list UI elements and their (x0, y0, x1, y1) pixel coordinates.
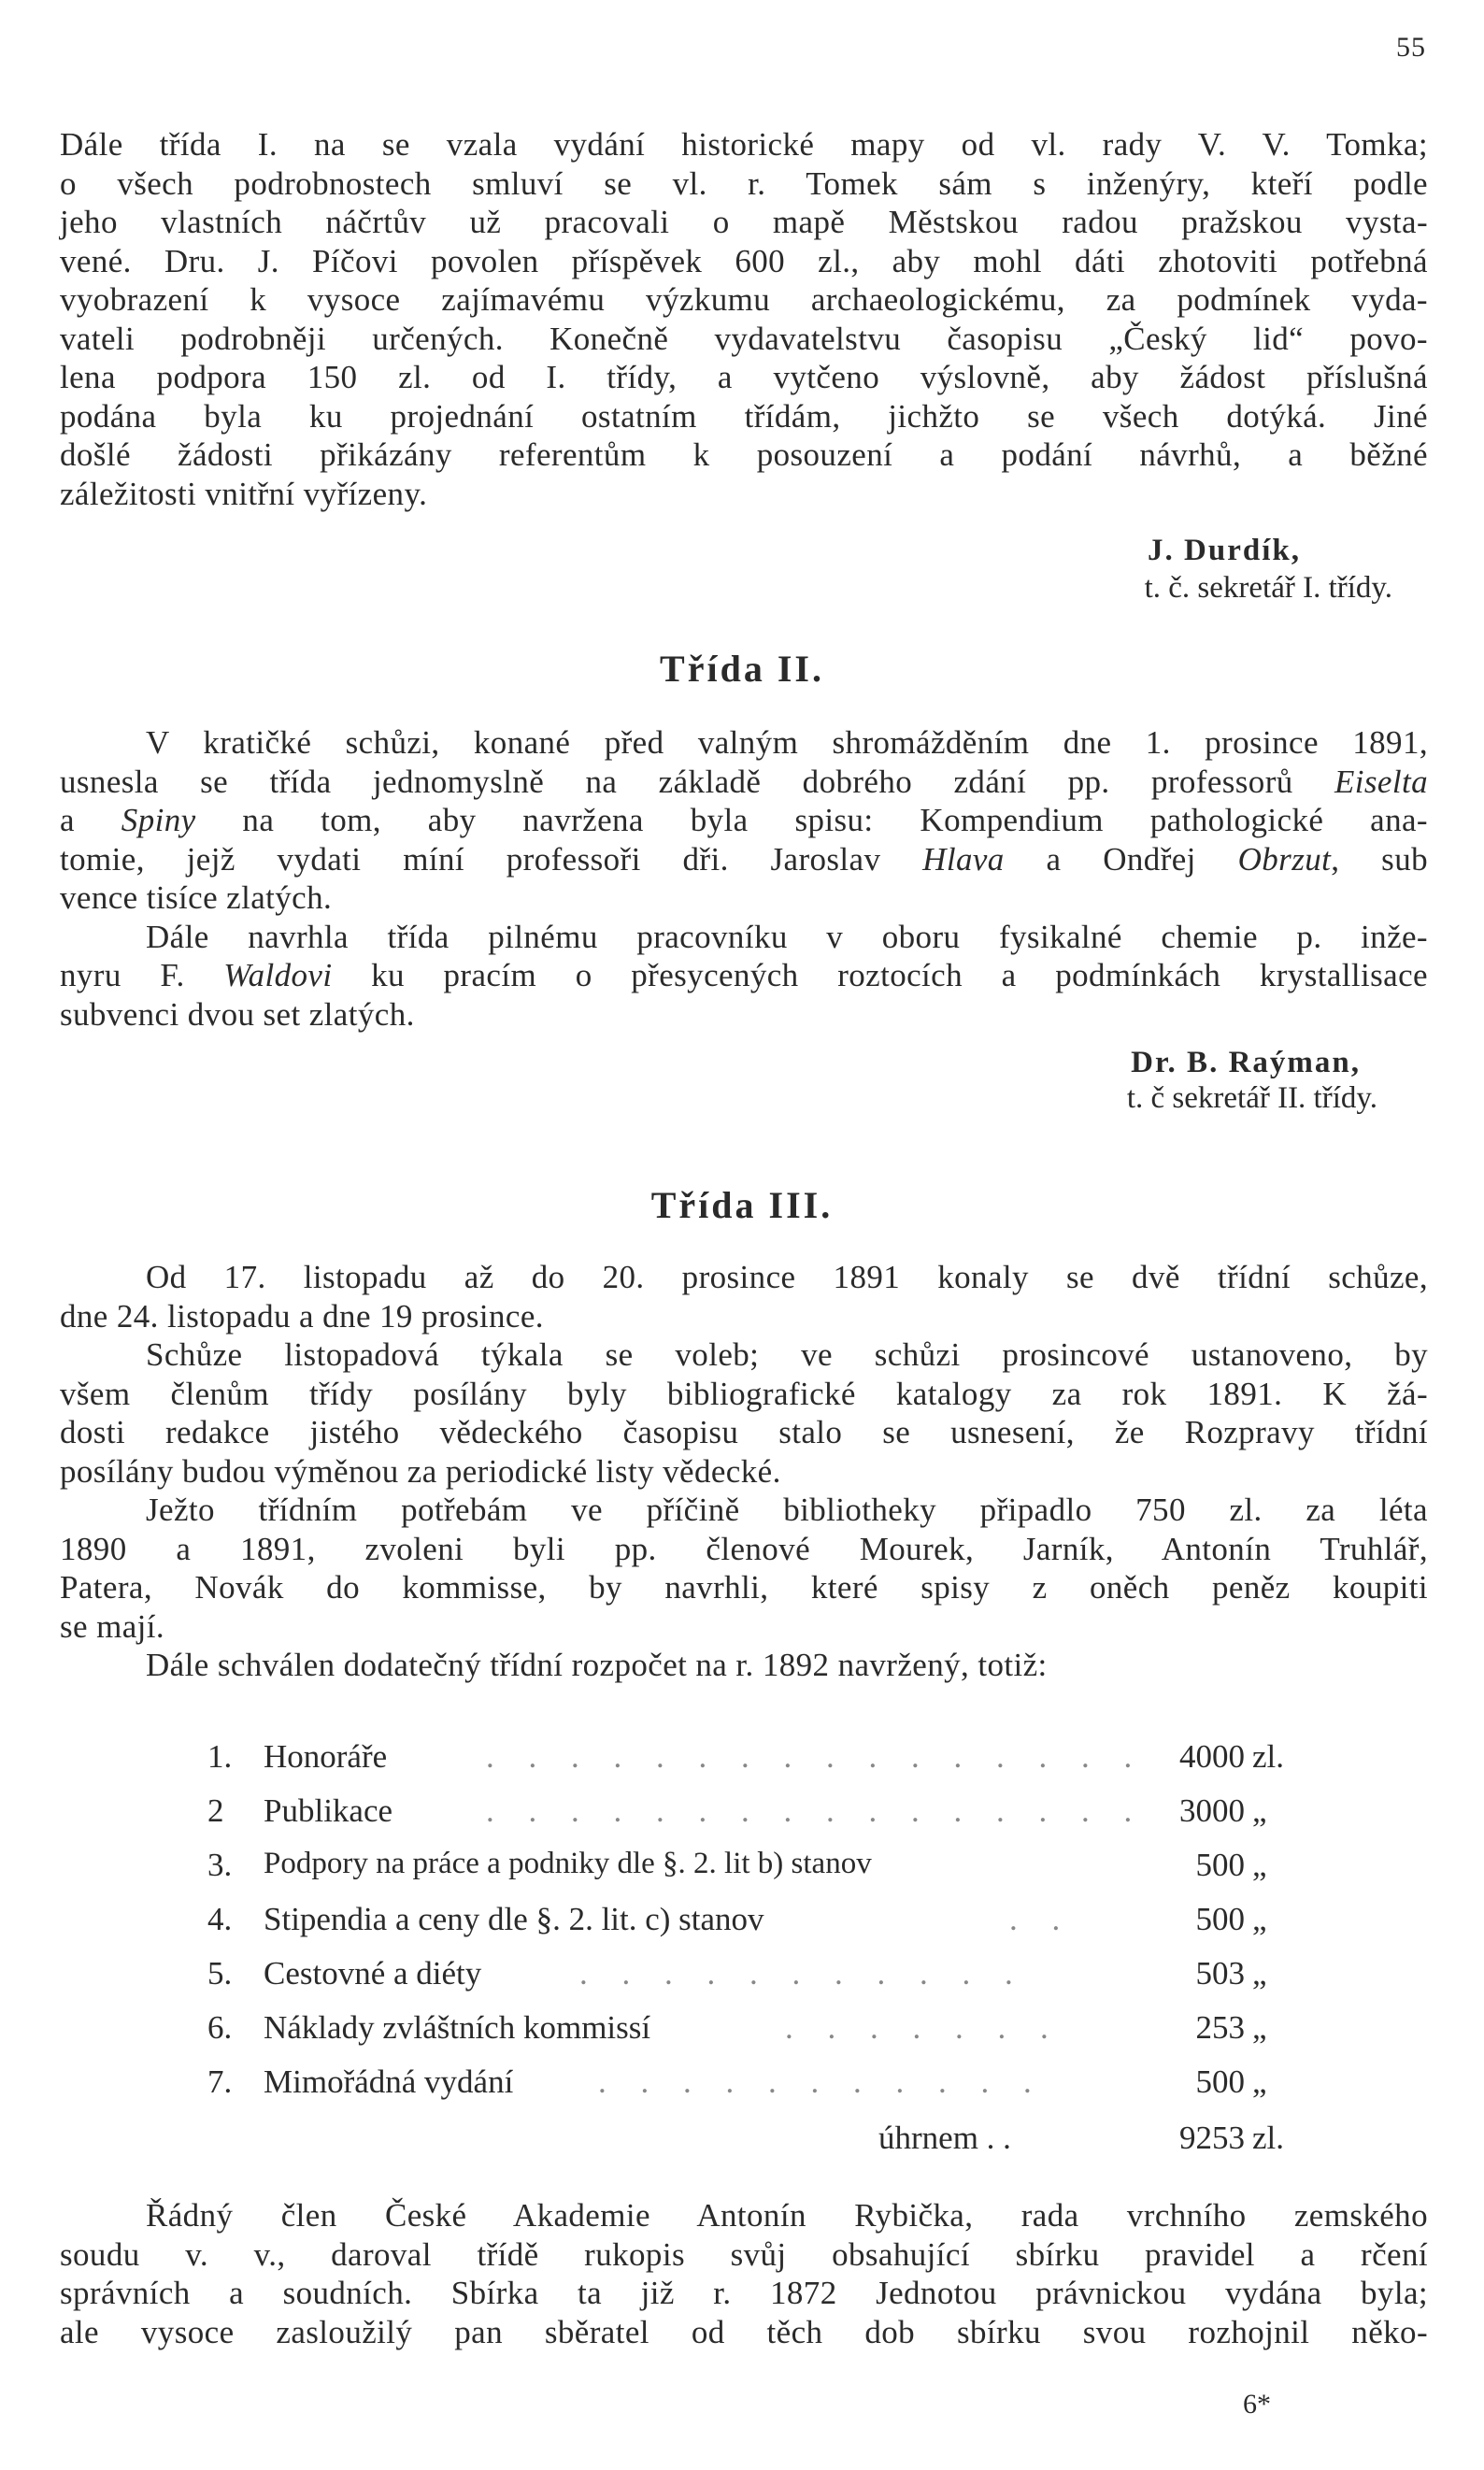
budget-label: Náklady zvláštních kommissí (264, 2009, 651, 2046)
name-eiselt: Eiselta (1334, 763, 1428, 800)
class3-paragraph (60, 1258, 1428, 1685)
text-line: tomie, jejž vydati míní professoři dři. Jaroslav Hlava a Ondřej Obrzut, sub (60, 840, 1428, 878)
budget-label: Cestovné a diéty (264, 1955, 482, 1992)
text-line: Od 17. listopadu až do 20. prosince 1891 konaly se dvě třídní schůze, (146, 1259, 1428, 1295)
text-line: všem členům třídy posílány byly bibliografické katalogy za rok 1891. K žá- (60, 1375, 1428, 1412)
budget-num: 3. (207, 1847, 233, 1883)
text-line: vateli podrobněji určených. Konečně vydavatelstvu časopisu „Český lid“ povo- (60, 320, 1428, 357)
budget-unit: „ (1252, 1792, 1267, 1829)
class2-signature-title (1127, 1080, 1377, 1116)
text-line: usnesla se třída jednomyslně na základě dobrého zdání pp. professorů Eiselta (60, 763, 1428, 800)
text-line: došlé žádosti přikázány referentům k posouzení a podání návrhů, a běžné (60, 436, 1428, 473)
class1-signature-title (1145, 570, 1392, 606)
budget-amount: 500 (1195, 1847, 1245, 1883)
name-hlava: Hlava (922, 840, 1005, 878)
text-line: a Spiny na tom, aby navržena byla spisu: Kompendium pathologické ana- (60, 802, 1428, 838)
signature-title: t. č sekretář II. třídy. (1126, 1081, 1377, 1115)
signature-mark: 6* (1243, 2389, 1271, 2420)
text-line: Dále třída I. na se vzala vydání historické mapy od vl. rady V. V. Tomka; (60, 126, 1428, 163)
text-line: Dále schválen dodatečný třídní rozpočet na r. 1892 navržený, totiž: (146, 1647, 1048, 1683)
budget-label: Publikace (264, 1792, 393, 1829)
budget-dots: . . . . . . . . . . . . . . . . (486, 1792, 1146, 1829)
text-line: dosti redakce jistého vědeckého časopisu stalo se usnesení, že Rozpravy třídní (60, 1414, 1428, 1450)
text-line: Dále navrhla třída pilnému pracovníku v oboru fysikalné chemie p. inže- (146, 918, 1428, 955)
budget-label: Mimořádná vydání (264, 2063, 514, 2100)
text-line: 1890 a 1891, zvoleni byli pp. členové Mourek, Jarník, Antonín Truhlář, (60, 1530, 1428, 1567)
text-line: ale vysoce zasloužilý pan sběratel od těch dob sbírku svou rozhojnil něko- (60, 2313, 1428, 2350)
budget-label: Stipendia a ceny dle §. 2. lit. c) stanov (264, 1901, 764, 1937)
budget-unit: „ (1252, 1847, 1267, 1883)
budget-unit: „ (1252, 2063, 1267, 2100)
budget-total-label: úhrnem . . (878, 2120, 1011, 2156)
name-wald: Waldovi (223, 957, 333, 993)
text-line: vence tisíce zlatých. (60, 879, 333, 916)
text-line: Řádný člen České Akademie Antonín Rybička, rada vrchního zemského (146, 2197, 1428, 2234)
name-obrzut: Obrzut (1237, 840, 1332, 878)
text-line: soudu v. v., daroval třídě rukopis svůj obsahující sbírku pravidel a rčení (60, 2235, 1428, 2273)
budget-amount: 503 (1195, 1955, 1245, 1992)
signature-name: Dr. B. Raýman, (1131, 1046, 1361, 1079)
budget-num: 7. (207, 2063, 233, 2100)
signature-name: J. Durdík, (1148, 534, 1301, 567)
text-line: jeho vlastních náčrtův už pracovali o mapě Městskou radou pražskou vysta- (60, 204, 1428, 240)
budget-dots: . . . . . . . . . . . . . . . . (486, 1738, 1146, 1775)
page-number: 55 (1396, 32, 1426, 63)
text-line: V kratičké schůzi, konané před valným shromážděním dne 1. prosince 1891, (146, 724, 1428, 761)
text-line: nyru F. Waldovi ku pracím o přesycených roztocích a podmínkách krystallisace (60, 957, 1428, 993)
name-spina: Spiny (121, 802, 196, 838)
budget-dots: . . . . . . . . . . . (598, 2063, 1045, 2100)
text-line: subvenci dvou set zlatých. (60, 995, 415, 1033)
text-line: Ježto třídním potřebám ve příčině bibliotheky připadlo 750 zl. za léta (146, 1492, 1428, 1528)
budget-num: 5. (207, 1955, 233, 1992)
budget-unit: „ (1252, 2009, 1267, 2046)
text-line: Patera, Novák do kommisse, by navrhli, které spisy z oněch peněz koupiti (60, 1569, 1428, 1606)
signature-title: t. č. sekretář I. třídy. (1144, 571, 1392, 605)
text-line: správních a soudních. Sbírka ta již r. 1872 Jednotou právnickou vydána byla; (60, 2275, 1428, 2311)
class1-paragraph (60, 125, 1428, 513)
budget-amount: 500 (1195, 2063, 1245, 2100)
budget-unit: „ (1252, 1901, 1267, 1937)
text-line: posílány budou výměnou za periodické listy vědecké. (60, 1452, 781, 1490)
class1-signature (1148, 533, 1301, 568)
budget-num: 1. (207, 1738, 233, 1775)
budget-label: Podpory na práce a podniky dle §. 2. lit b) stanov (264, 1847, 872, 1880)
budget-dots: . . (1009, 1901, 1074, 1937)
budget-amount: 4000 (1179, 1738, 1245, 1775)
class2-heading: Třída II. (660, 648, 824, 690)
budget-total-amount: 9253 (1179, 2120, 1245, 2156)
budget-num: 2 (207, 1792, 224, 1829)
budget-num: 4. (207, 1901, 233, 1937)
text-line: Schůze listopadová týkala se voleb; ve schůzi prosincové ustanoveno, by (146, 1336, 1428, 1373)
budget-dots: . . . . . . . (785, 2009, 1062, 2046)
text-line: dne 24. listopadu a dne 19 prosince. (60, 1297, 544, 1335)
text-line: lena podpora 150 zl. od I. třídy, a vytčeno výslovně, aby žádost příslušná (60, 359, 1428, 395)
budget-num: 6. (207, 2009, 233, 2046)
budget-dots: . . . . . . . . . . . (579, 1955, 1026, 1992)
class3-final-paragraph (60, 2196, 1428, 2351)
budget-amount: 3000 (1179, 1792, 1245, 1829)
text-line: podána byla ku projednání ostatním třídám, jichžto se všech dotýká. Jiné (60, 397, 1428, 435)
budget-amount: 500 (1195, 1901, 1245, 1937)
budget-unit: zl. (1252, 1738, 1285, 1775)
budget-label: Honoráře (264, 1738, 388, 1775)
text-line: vyobrazení k vysoce zajímavému výzkumu archaeologickému, za podmínek vyda- (60, 281, 1428, 318)
text-line: vené. Dru. J. Píčovi povolen příspěvek 600 zl., aby mohl dáti zhotoviti potřebná (60, 242, 1428, 279)
budget-amount: 253 (1195, 2009, 1245, 2046)
class2-signature (1131, 1045, 1361, 1080)
text-line: se mají. (60, 1607, 165, 1645)
budget-unit: „ (1252, 1955, 1267, 1992)
budget-total-unit: zl. (1252, 2120, 1285, 2156)
text-line: o všech podrobnostech smluví se vl. r. Tomek sám s inženýry, kteří podle (60, 164, 1428, 202)
text-line: záležitosti vnitřní vyřízeny. (60, 475, 428, 512)
class3-heading: Třída III. (650, 1184, 834, 1226)
class2-paragraph (60, 723, 1428, 1034)
